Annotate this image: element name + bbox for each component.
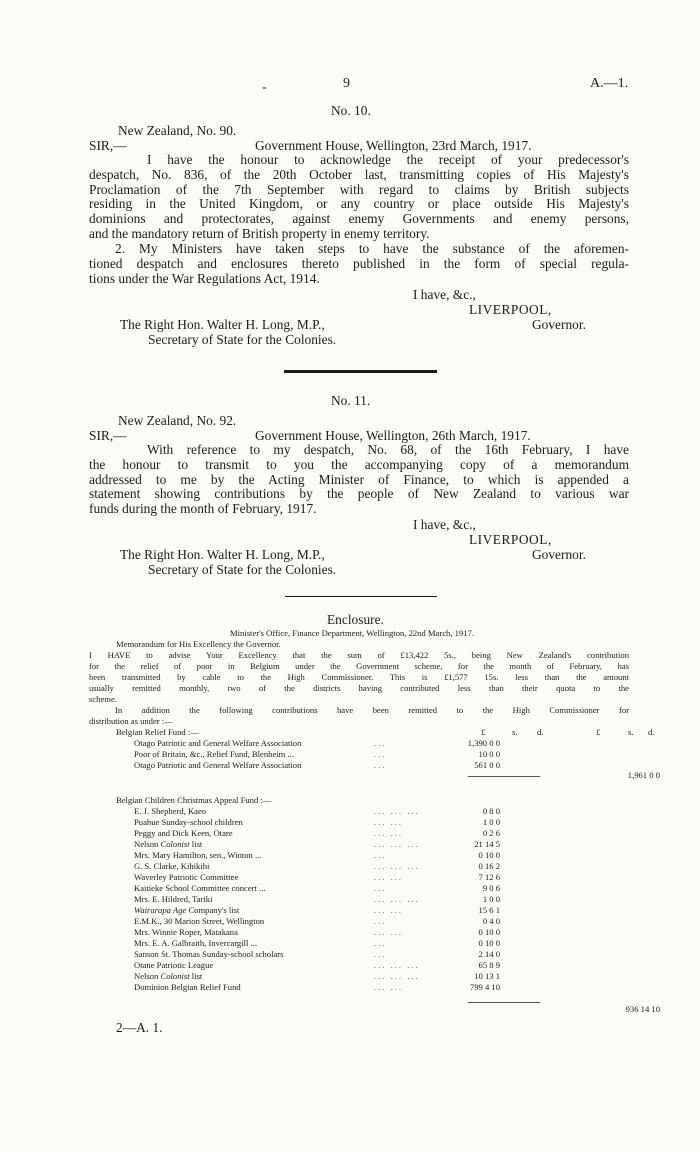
leader-dots: ... (374, 738, 387, 748)
contribution-amount: 65 8 9 (478, 960, 500, 970)
series-number: A.—1. (590, 76, 629, 91)
leader-dots: ... ... (374, 817, 404, 827)
despatch-11-paragraph-1 (89, 443, 629, 517)
contributor-name: Nelson Colonist list (134, 971, 203, 981)
contributor-name: Nelson Colonist list (134, 839, 203, 849)
leader-dots: ... (374, 938, 387, 948)
despatch-10-close: I have, &c., (413, 287, 476, 302)
despatch-10-ref: New Zealand, No. 90. (118, 123, 237, 138)
currency-header-pounds: £ (481, 727, 486, 737)
para-line: the honour to transmit to you the accompanying copy of a memorandum (89, 456, 629, 472)
despatch-10-signer: LIVERPOOL, (469, 302, 552, 317)
memo-addressee: Memorandum for His Excellency the Governor. (116, 639, 281, 649)
subtotal-rule (468, 776, 540, 777)
contribution-amount: 0 10 0 (478, 927, 500, 937)
leader-dots: ... ... (374, 905, 404, 915)
leader-dots: ... (374, 760, 387, 770)
header-dash: - (262, 80, 267, 95)
contribution-amount: 0 16 2 (478, 861, 500, 871)
contributor-name: Puahue Sunday-school children (134, 817, 243, 827)
memo-body (89, 650, 629, 705)
memo-line: for the relief of poor in Belgium under the Government scheme, for the month of February, has (89, 661, 629, 671)
currency-header-shillings-total: s. (628, 727, 634, 737)
contribution-amount: 15 6 1 (478, 905, 500, 915)
para-line: despatch, No. 836, of the 20th October last, transmitting copies of His Majesty's (89, 166, 629, 182)
contribution-amount: 1 0 0 (482, 894, 500, 904)
signature-mark: 2—A. 1. (116, 1020, 163, 1035)
contributor-name: Otago Patriotic and General Welfare Association (134, 738, 302, 748)
memo-line: distribution as under :— (89, 716, 173, 726)
contribution-amount: 799 4 10 (469, 982, 500, 992)
contribution-amount: 9 0 6 (482, 883, 500, 893)
contributor-name: Dominion Belgian Relief Fund (134, 982, 241, 992)
contribution-amount: 0 10 0 (478, 938, 500, 948)
para-line: funds during the month of February, 1917. (89, 501, 317, 517)
leader-dots: ... (374, 850, 387, 860)
memo-line: I HAVE to advise Your Excellency that the sum of £13,422 5s., being New Zealand's contribution (89, 650, 629, 660)
para-line: tions under the War Regulations Act, 1914. (89, 270, 320, 286)
despatch-11-signer: LIVERPOOL, (469, 532, 552, 547)
para-line: and the mandatory return of British property in enemy territory. (89, 225, 430, 241)
leader-dots: ... ... (374, 828, 404, 838)
para-line: I have the honour to acknowledge the receipt of your predecessor's (147, 152, 629, 167)
despatch-11-number: No. 11. (331, 393, 371, 408)
leader-dots: ... ... (374, 982, 404, 992)
memo-line: In addition the following contributions have been remitted to the High Commissioner for (115, 705, 629, 715)
despatch-11-close: I have, &c., (413, 517, 476, 532)
contributor-name: Poor of Britain, &c., Relief Fund, Blenheim ... (134, 749, 294, 759)
currency-header-shillings: s. (512, 727, 518, 737)
despatch-10-paragraph-2 (89, 242, 629, 286)
contributor-name: Mrs. Winnie Roper, Matakana (134, 927, 238, 937)
leader-dots: ... ... ... (374, 839, 420, 849)
leader-dots: ... ... ... (374, 971, 420, 981)
leader-dots: ... (374, 949, 387, 959)
belgian-children-heading: Belgian Children Christmas Appeal Fund :— (116, 795, 272, 805)
memo-line: usually remitted monthly, two of the districts having contributed less than their quota to the (89, 683, 629, 693)
contributor-name: Mrs. E. A. Galbraith, Invercargill ... (134, 938, 257, 948)
subtotal-rule (468, 1002, 540, 1003)
contributor-name: Waverley Patriotic Committee (134, 872, 239, 882)
despatch-10-addressee-title: Secretary of State for the Colonies. (148, 332, 337, 347)
currency-header-pence: d. (537, 727, 544, 737)
contributor-name: Sanson St. Thomas Sunday-school scholars (134, 949, 284, 959)
contributor-name: Mrs. Mary Hamilton, sen., Winton ... (134, 850, 262, 860)
section-divider (284, 370, 437, 373)
contribution-amount: 1,390 0 0 (467, 738, 500, 748)
section-divider-thin (285, 596, 437, 597)
para-line: 2. My Ministers have taken steps to have the substance of the aforemen- (115, 241, 629, 256)
leader-dots: ... ... (374, 927, 404, 937)
contribution-amount: 0 4 0 (482, 916, 500, 926)
memo-line: scheme. (89, 694, 117, 704)
despatch-11-addressee: The Right Hon. Walter H. Long, M.P., (120, 547, 325, 562)
contributor-name: Otago Patriotic and General Welfare Association (134, 760, 302, 770)
leader-dots: ... (374, 883, 387, 893)
despatch-10-place-date: Government House, Wellington, 23rd March, 1917. (255, 138, 532, 153)
contributor-name: Wairarapa Age Company's list (134, 905, 240, 915)
contribution-amount: 2 14 0 (478, 949, 500, 959)
para-line: tioned despatch and enclosures thereto published in the form of special regula- (89, 255, 629, 271)
contribution-amount: 10 0 0 (478, 749, 500, 759)
contribution-amount: 21 14 5 (474, 839, 500, 849)
leader-dots: ... (374, 916, 387, 926)
contributor-name: Kaitieke School Committee concert ... (134, 883, 266, 893)
despatch-10-number: No. 10. (331, 103, 371, 118)
para-line: addressed to me by the Acting Minister of Finance, to which is appended a (89, 471, 629, 487)
contributor-name: E.M.K., 30 Marion Street, Wellington (134, 916, 265, 926)
para-line: With reference to my despatch, No. 68, of the 16th February, I have (147, 442, 629, 457)
contribution-amount: 10 13 1 (474, 971, 500, 981)
currency-header-pence-total: d. (648, 727, 655, 737)
despatch-11-ref: New Zealand, No. 92. (118, 413, 237, 428)
memo-additional (89, 705, 629, 727)
belgian-children-total: 936 14 10 (625, 1004, 660, 1014)
despatch-10-addressee: The Right Hon. Walter H. Long, M.P., (120, 317, 325, 332)
contributor-name: Peggy and Dick Keen, Otare (134, 828, 233, 838)
contribution-amount: 0 2 6 (482, 828, 500, 838)
para-line: Proclamation of the 7th September with regard to claims by British subjects (89, 181, 629, 197)
despatch-11-salutation: SIR,— (89, 428, 127, 443)
contribution-amount: 0 8 0 (482, 806, 500, 816)
leader-dots: ... ... ... (374, 861, 420, 871)
currency-header-pounds-total: £ (596, 727, 601, 737)
leader-dots: ... (374, 749, 387, 759)
contributor-name: Mrs. E. Hildred, Tariki (134, 894, 213, 904)
despatch-11-signer-title: Governor. (532, 547, 586, 562)
despatch-11-place-date: Government House, Wellington, 26th March, 1917. (255, 428, 531, 443)
para-line: residing in the United Kingdom, or any country or place outside His Majesty's (89, 196, 629, 212)
enclosure-title: Enclosure. (327, 612, 384, 627)
enclosure-office-line: Minister's Office, Finance Department, Wellington, 22nd March, 1917. (230, 628, 474, 638)
despatch-10-paragraph-1 (89, 153, 629, 242)
belgian-relief-total: 1,961 0 0 (627, 770, 660, 780)
leader-dots: ... ... ... (374, 806, 420, 816)
despatch-11-addressee-title: Secretary of State for the Colonies. (148, 562, 337, 577)
contributor-name: G. S. Clarke, Kihikihi (134, 861, 210, 871)
page-number: 9 (343, 76, 350, 91)
despatch-10-salutation: SIR,— (89, 138, 127, 153)
despatch-10-signer-title: Governor. (532, 317, 586, 332)
contribution-amount: 0 10 0 (478, 850, 500, 860)
contributor-name: Otane Patriotic League (134, 960, 214, 970)
contribution-amount: 1 0 0 (482, 817, 500, 827)
leader-dots: ... ... (374, 872, 404, 882)
contributor-name: E. J. Shepherd, Kaeo (134, 806, 207, 816)
para-line: dominions and protectorates, against enemy Governments and enemy persons, (89, 211, 629, 227)
para-line: statement showing contributions by the people of New Zealand to various war (89, 486, 629, 502)
leader-dots: ... ... ... (374, 894, 420, 904)
belgian-relief-heading: Belgian Relief Fund :— (116, 727, 199, 737)
memo-line: been transmitted by cable to the High Commissioner. This is £1,577 15s. less than the amount (89, 672, 629, 682)
leader-dots: ... ... ... (374, 960, 420, 970)
contribution-amount: 561 0 0 (474, 760, 500, 770)
contribution-amount: 7 12 6 (478, 872, 500, 882)
